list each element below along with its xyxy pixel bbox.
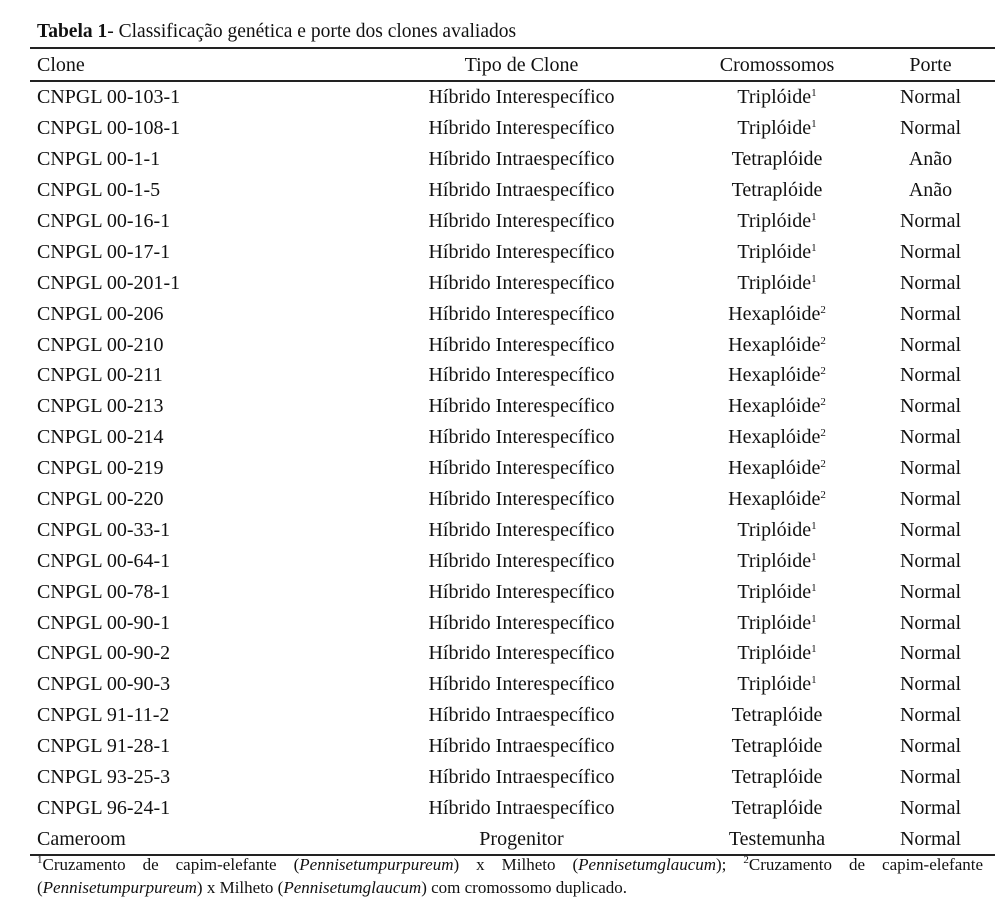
cell-cromossomos [688,484,866,515]
cell-porte: Normal [899,611,962,634]
cell-porte: Anão [908,148,953,171]
cell-tipo: Híbrido Intraespecífico [428,179,615,202]
cell-cromossomos [688,236,866,267]
table-footnote [37,853,983,899]
table-row [30,391,995,422]
cell-tipo: Progenitor [355,823,688,855]
cell-porte: Normal [899,673,962,696]
table-caption-label: Tabela 1 [37,21,108,42]
table-caption-text: - Classificação genética e porte dos clones avaliados [107,21,517,42]
cell-clone: CNPGL 00-220 [37,488,164,511]
cell-tipo: Híbrido Interespecífico [428,488,615,511]
cell-tipo: Híbrido Interespecífico [428,333,615,356]
table-row [30,422,995,453]
cell-clone: CNPGL 00-206 [37,302,164,325]
cell-clone: CNPGL 00-213 [37,395,164,418]
cell-cromossomos [688,731,866,762]
cromossomos-value: Tetraplóide [731,148,823,171]
cell-cromossomos [688,360,866,391]
cell-porte: Normal [899,766,962,789]
cell-cromossomos [688,792,866,823]
cell-porte: Normal [899,364,962,387]
cromossomos-value: Triplóide [737,580,812,603]
cell-tipo: Híbrido Interespecífico [428,271,615,294]
table-row [30,453,995,484]
cell-tipo: Híbrido Intraespecífico [428,704,615,727]
table-row [30,669,995,700]
cell-clone: CNPGL 00-219 [37,457,164,480]
cell-clone: CNPGL 00-214 [37,426,164,449]
cell-cromossomos [688,700,866,731]
cell-cromossomos [688,607,866,638]
cromossomos-value: Triplóide [737,642,812,665]
cell-cromossomos [688,391,866,422]
cell-cromossomos [688,638,866,669]
table-caption [37,20,516,44]
cell-clone: CNPGL 00-90-3 [37,673,171,696]
cell-clone: CNPGL 00-90-2 [37,642,171,665]
cell-porte: Normal [899,117,962,140]
footnote-reference: 2 [820,303,826,316]
cell-cromossomos [688,422,866,453]
cell-clone: CNPGL 00-103-1 [37,86,181,109]
cell-porte: Normal [899,735,962,758]
cell-porte: Normal [899,210,962,232]
cell-clone: CNPGL 00-201-1 [37,271,181,294]
cell-porte: Normal [899,86,962,109]
cell-clone: CNPGL 00-33-1 [37,518,171,541]
cell-tipo: Híbrido Interespecífico [428,673,615,696]
cell-cromossomos [688,267,866,298]
cell-tipo: Híbrido Interespecífico [428,210,615,232]
cromossomos-value: Triplóide [737,210,812,232]
cell-clone: CNPGL 96-24-1 [37,796,171,819]
table-row [30,484,995,515]
cell-tipo: Híbrido Interespecífico [428,117,615,140]
cell-tipo: Híbrido Interespecífico [428,86,615,109]
species-name: Pennisetumglaucum [578,855,717,874]
footnote-reference: 2 [820,334,826,347]
cromossomos-value: Triplóide [737,117,812,140]
cromossomos-value: Hexaplóide [728,364,821,387]
cromossomos-value: Triplóide [737,611,812,634]
footnote-reference: 1 [811,612,817,625]
table-row [30,360,995,391]
cell-tipo: Híbrido Intraespecífico [428,148,615,171]
cell-porte: Normal [899,796,962,819]
cell-tipo: Híbrido Interespecífico [428,302,615,325]
footnote-reference: 1 [811,87,817,100]
cell-porte: Anão [908,179,953,202]
footnote-reference: 1 [811,118,817,131]
table-row [30,607,995,638]
cell-tipo: Híbrido Intraespecífico [428,796,615,819]
cell-cromossomos [688,206,866,237]
table-row [30,576,995,607]
cell-tipo: Híbrido Intraespecífico [428,735,615,758]
table-row [30,700,995,731]
footnote-mark-1: 1 [37,854,43,866]
table-row [30,236,995,267]
cromossomos-value: Testemunha [728,827,826,850]
cell-tipo: Híbrido Interespecífico [428,240,615,263]
table-row [30,762,995,793]
table-row [30,267,995,298]
table-row [30,329,995,360]
cromossomos-value: Tetraplóide [731,735,823,758]
cromossomos-value: Hexaplóide [728,426,821,449]
cell-tipo: Híbrido Interespecífico [428,364,615,387]
table-row [30,144,995,175]
header-porte: Porte [866,48,995,81]
footnote-reference: 1 [811,550,817,563]
cromossomos-value: Triplóide [737,673,812,696]
footnote-reference: 2 [820,365,826,378]
table-row [30,206,995,237]
cell-cromossomos [688,329,866,360]
footnote-reference: 2 [820,458,826,471]
cell-clone: CNPGL 00-16-1 [37,210,171,232]
cell-tipo: Híbrido Intraespecífico [428,766,615,789]
cromossomos-value: Hexaplóide [728,333,821,356]
clones-table [30,47,995,856]
cell-cromossomos [688,144,866,175]
cromossomos-value: Hexaplóide [728,488,821,511]
cell-porte: Normal [899,488,962,511]
cell-clone: CNPGL 00-210 [37,333,164,356]
cell-cromossomos [688,113,866,144]
cell-clone: CNPGL 00-108-1 [37,117,181,140]
footnote-reference: 1 [811,581,817,594]
cromossomos-value: Triplóide [737,271,812,294]
cell-clone: CNPGL 00-211 [37,364,163,387]
cell-porte: Normal [899,518,962,541]
table-row [30,638,995,669]
footnote-reference: 1 [811,519,817,532]
footnote-mark-2: 2 [743,854,749,866]
cromossomos-value: Triplóide [737,240,812,263]
footnote-text: ) com cromossomo duplicado. [421,878,628,897]
cromossomos-value: Tetraplóide [731,704,823,727]
footnote-text: Cruzamento de capim-elefante ( [42,855,300,874]
cell-porte: Normal [899,302,962,325]
cell-porte: Normal [899,642,962,665]
cell-clone: CNPGL 00-17-1 [37,240,171,263]
cell-porte: Normal [866,823,995,855]
cell-cromossomos [688,669,866,700]
footnote-text: ) x Milheto ( [196,878,284,897]
cell-cromossomos [688,823,866,855]
cell-clone: CNPGL 91-11-2 [37,704,170,727]
table-row [30,113,995,144]
cell-porte: Normal [899,457,962,480]
cell-porte: Normal [899,240,962,263]
table-row [30,514,995,545]
cromossomos-value: Hexaplóide [728,457,821,480]
footnote-reference: 2 [820,396,826,409]
footnote-text: Cruzamento de capim-elefante ( [37,855,984,897]
cell-porte: Normal [899,271,962,294]
cell-porte: Normal [899,704,962,727]
header-clone: Clone [30,48,355,81]
footnote-reference: 2 [820,427,826,440]
cell-tipo: Híbrido Interespecífico [428,426,615,449]
species-name: Pennisetumpurpureum [299,855,454,874]
cell-tipo: Híbrido Interespecífico [428,549,615,572]
cromossomos-value: Tetraplóide [731,766,823,789]
footnote-reference: 1 [811,643,817,656]
cell-clone: CNPGL 00-90-1 [37,611,171,634]
cell-cromossomos [688,453,866,484]
species-name: Pennisetumpurpureum [42,878,197,897]
table-row [30,545,995,576]
cell-porte: Normal [899,395,962,418]
table-header-row [30,48,995,81]
cell-clone: CNPGL 00-1-1 [37,148,161,171]
cell-tipo: Híbrido Interespecífico [428,518,615,541]
cell-cromossomos [688,298,866,329]
footnote-reference: 2 [820,489,826,502]
cell-tipo: Híbrido Interespecífico [428,395,615,418]
cell-porte: Normal [899,549,962,572]
cell-tipo: Híbrido Interespecífico [428,642,615,665]
table-row [30,81,995,113]
cell-cromossomos [688,576,866,607]
cell-tipo: Híbrido Interespecífico [428,580,615,603]
header-tipo-de-clone: Tipo de Clone [355,48,688,81]
cromossomos-value: Tetraplóide [731,796,823,819]
footnote-reference: 1 [811,241,817,254]
footnote-text: ); [716,855,744,874]
cell-cromossomos [688,81,866,113]
footnote-reference: 1 [811,674,817,687]
header-cromossomos: Cromossomos [688,48,866,81]
cell-clone: CNPGL 00-78-1 [37,580,171,603]
footnote-reference: 1 [811,272,817,285]
cromossomos-value: Tetraplóide [731,179,823,202]
cell-cromossomos [688,175,866,206]
cell-porte: Normal [899,333,962,356]
cromossomos-value: Triplóide [737,549,812,572]
species-name: Pennisetumglaucum [283,878,422,897]
cell-clone: CNPGL 00-64-1 [37,549,171,572]
cell-clone: CNPGL 93-25-3 [37,766,171,789]
footnote-text: ) x Milheto ( [453,855,579,874]
cell-tipo: Híbrido Interespecífico [428,457,615,480]
cell-cromossomos [688,514,866,545]
cell-clone: CNPGL 91-28-1 [37,735,171,758]
cell-porte: Normal [899,426,962,449]
cell-cromossomos [688,545,866,576]
table-row [30,731,995,762]
cell-tipo: Híbrido Interespecífico [428,611,615,634]
cell-clone: Cameroom [30,823,355,855]
cell-cromossomos [688,762,866,793]
table-row [30,823,995,855]
table-row [30,298,995,329]
table-row [30,175,995,206]
footnote-reference: 1 [811,211,817,223]
cell-clone: CNPGL 00-1-5 [37,179,161,202]
cell-porte: Normal [899,580,962,603]
cromossomos-value: Hexaplóide [728,395,821,418]
cromossomos-value: Hexaplóide [728,302,821,325]
table-row [30,792,995,823]
cromossomos-value: Triplóide [737,518,812,541]
cromossomos-value: Triplóide [737,86,812,109]
